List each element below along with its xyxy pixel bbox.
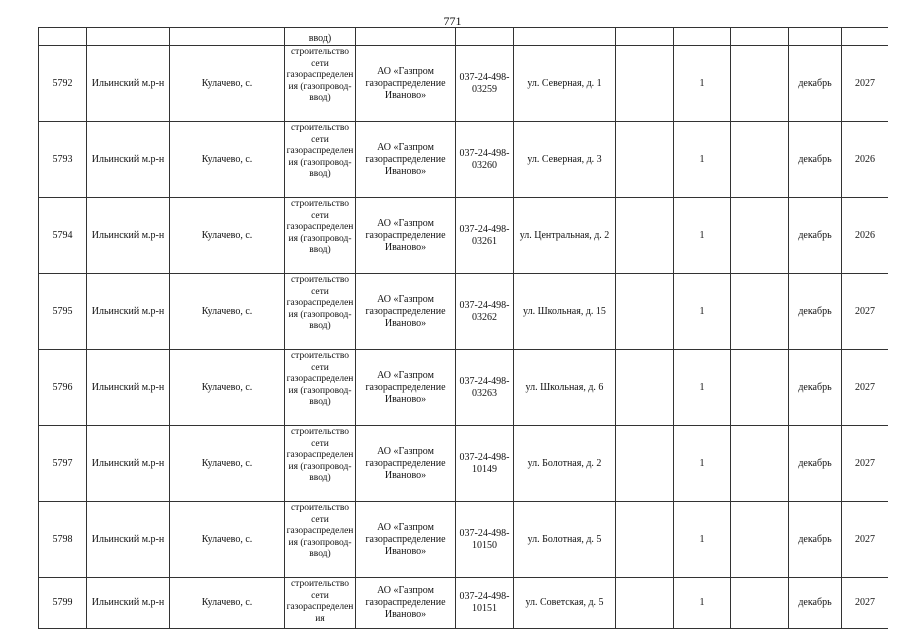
cell-year: 2027	[842, 578, 889, 629]
cell-empty	[616, 502, 674, 578]
cell-district: Ильинский м.р-н	[87, 122, 170, 198]
cell-quantity: 1	[674, 426, 731, 502]
cell-organization: АО «Газпром газораспределение Иваново»	[356, 578, 456, 629]
cell-year: 2027	[842, 350, 889, 426]
cell-number: 5794	[39, 198, 87, 274]
cell-quantity: 1	[674, 502, 731, 578]
cell-purpose: строительство сети газораспределения (газопровод-ввод)	[285, 426, 356, 502]
cell-year: 2027	[842, 46, 889, 122]
cell-empty	[616, 426, 674, 502]
cell-purpose: строительство сети газораспределения (газопровод-ввод)	[285, 122, 356, 198]
table-row	[39, 46, 889, 122]
cell-organization: АО «Газпром газораспределение Иваново»	[356, 198, 456, 274]
cell-address: ул. Северная, д. 1	[514, 46, 616, 122]
cell-locality: Кулачево, с.	[170, 350, 285, 426]
cell-number: 5799	[39, 578, 87, 629]
cell-address: ул. Центральная, д. 2	[514, 198, 616, 274]
cell-purpose: строительство сети газораспределения	[285, 578, 356, 629]
cell-code: 037-24-498-10149	[456, 426, 514, 502]
cell-district: Ильинский м.р-н	[87, 274, 170, 350]
cell-code: 037-24-498-03259	[456, 46, 514, 122]
cell-locality: Кулачево, с.	[170, 46, 285, 122]
table-row	[39, 502, 889, 578]
cell-address: ул. Школьная, д. 15	[514, 274, 616, 350]
cell-code: 037-24-498-10150	[456, 502, 514, 578]
cell-empty	[616, 274, 674, 350]
cell-empty	[731, 28, 789, 46]
cell-address: ул. Северная, д. 3	[514, 122, 616, 198]
cell-district: Ильинский м.р-н	[87, 502, 170, 578]
cell-month: декабрь	[789, 274, 842, 350]
cell-organization: АО «Газпром газораспределение Иваново»	[356, 274, 456, 350]
cell-locality: Кулачево, с.	[170, 502, 285, 578]
cell-district: Ильинский м.р-н	[87, 198, 170, 274]
cell-empty	[616, 578, 674, 629]
cell-year: 2027	[842, 426, 889, 502]
cell-month: декабрь	[789, 502, 842, 578]
cell-number: 5795	[39, 274, 87, 350]
cell-empty	[731, 274, 789, 350]
cell-empty	[39, 28, 87, 46]
cell-district: Ильинский м.р-н	[87, 426, 170, 502]
cell-organization: АО «Газпром газораспределение Иваново»	[356, 122, 456, 198]
cell-empty	[616, 350, 674, 426]
continuation-row	[39, 28, 889, 46]
cell-empty	[456, 28, 514, 46]
cell-district: Ильинский м.р-н	[87, 350, 170, 426]
cell-year: 2026	[842, 198, 889, 274]
cell-empty	[616, 46, 674, 122]
cell-empty	[616, 28, 674, 46]
cell-empty	[674, 28, 731, 46]
cell-purpose: строительство сети газораспределения (газопровод-ввод)	[285, 198, 356, 274]
cell-number: 5793	[39, 122, 87, 198]
cell-organization: АО «Газпром газораспределение Иваново»	[356, 46, 456, 122]
cell-purpose: строительство сети газораспределения (газопровод-ввод)	[285, 46, 356, 122]
cell-month: декабрь	[789, 122, 842, 198]
cell-quantity: 1	[674, 274, 731, 350]
cell-code: 037-24-498-03260	[456, 122, 514, 198]
cell-month: декабрь	[789, 578, 842, 629]
cell-empty	[731, 426, 789, 502]
cell-empty	[731, 122, 789, 198]
table-row	[39, 274, 889, 350]
cell-address: ул. Советская, д. 5	[514, 578, 616, 629]
table-row	[39, 122, 889, 198]
cell-organization: АО «Газпром газораспределение Иваново»	[356, 502, 456, 578]
cell-empty	[87, 28, 170, 46]
cell-empty	[731, 502, 789, 578]
table-row	[39, 578, 889, 629]
cell-empty	[731, 350, 789, 426]
table-row	[39, 350, 889, 426]
cell-locality: Кулачево, с.	[170, 578, 285, 629]
cell-address: ул. Болотная, д. 5	[514, 502, 616, 578]
cell-quantity: 1	[674, 198, 731, 274]
cell-code: 037-24-498-10151	[456, 578, 514, 629]
cell-number: 5796	[39, 350, 87, 426]
cell-number: 5797	[39, 426, 87, 502]
page-number: 771	[443, 14, 462, 28]
cell-address: ул. Школьная, д. 6	[514, 350, 616, 426]
cell-year: 2027	[842, 502, 889, 578]
cell-month: декабрь	[789, 426, 842, 502]
cell-district: Ильинский м.р-н	[87, 578, 170, 629]
cell-locality: Кулачево, с.	[170, 198, 285, 274]
cell-month: декабрь	[789, 198, 842, 274]
cell-empty	[842, 28, 889, 46]
cell-locality: Кулачево, с.	[170, 426, 285, 502]
cell-month: декабрь	[789, 350, 842, 426]
cell-purpose: строительство сети газораспределения (газопровод-ввод)	[285, 350, 356, 426]
cell-empty	[731, 46, 789, 122]
cell-organization: АО «Газпром газораспределение Иваново»	[356, 426, 456, 502]
register-table	[38, 27, 888, 629]
cell-year: 2026	[842, 122, 889, 198]
cell-district: Ильинский м.р-н	[87, 46, 170, 122]
cell-purpose: строительство сети газораспределения (газопровод-ввод)	[285, 274, 356, 350]
cell-code: 037-24-498-03261	[456, 198, 514, 274]
table-row	[39, 198, 889, 274]
cell-purpose: строительство сети газораспределения (газопровод-ввод)	[285, 502, 356, 578]
cell-empty	[514, 28, 616, 46]
cell-empty	[789, 28, 842, 46]
cell-empty	[616, 122, 674, 198]
cell-number: 5798	[39, 502, 87, 578]
cell-quantity: 1	[674, 350, 731, 426]
cell-organization: АО «Газпром газораспределение Иваново»	[356, 350, 456, 426]
cell-empty	[616, 198, 674, 274]
table-body	[39, 28, 889, 629]
cell-year: 2027	[842, 274, 889, 350]
register-table-container	[38, 27, 888, 640]
cell-month: декабрь	[789, 46, 842, 122]
cell-quantity: 1	[674, 122, 731, 198]
cell-empty	[731, 198, 789, 274]
table-row	[39, 426, 889, 502]
cell-number: 5792	[39, 46, 87, 122]
cell-code: 037-24-498-03262	[456, 274, 514, 350]
cell-locality: Кулачево, с.	[170, 274, 285, 350]
cell-empty	[731, 578, 789, 629]
cell-address: ул. Болотная, д. 2	[514, 426, 616, 502]
cell-quantity: 1	[674, 578, 731, 629]
cell-quantity: 1	[674, 46, 731, 122]
cell-purpose-continuation: ввод)	[285, 28, 356, 46]
cell-locality: Кулачево, с.	[170, 122, 285, 198]
cell-empty	[356, 28, 456, 46]
cell-empty	[170, 28, 285, 46]
cell-code: 037-24-498-03263	[456, 350, 514, 426]
